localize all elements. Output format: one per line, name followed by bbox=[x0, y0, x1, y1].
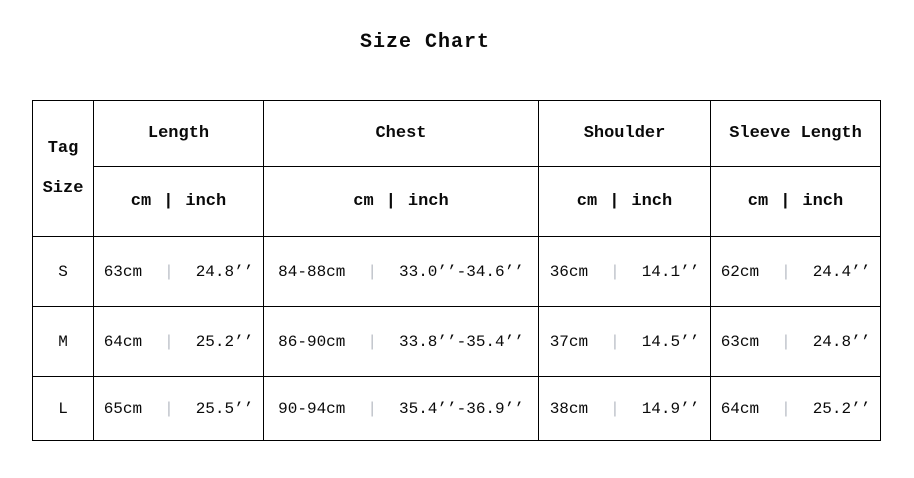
column-header-sleeve-length: Sleeve Length bbox=[711, 101, 881, 167]
cm-value: 38cm bbox=[549, 399, 589, 418]
corner-line-size: Size bbox=[42, 178, 84, 198]
table-row-size-s bbox=[33, 237, 881, 307]
pipe-separator: | bbox=[164, 332, 174, 351]
cell-shoulder bbox=[539, 237, 711, 307]
cell-length bbox=[94, 237, 264, 307]
pipe-separator: | bbox=[610, 262, 620, 281]
cm-value: 64cm bbox=[720, 399, 760, 418]
cell-length bbox=[94, 377, 264, 441]
pipe-separator: | bbox=[367, 262, 377, 281]
inch-value: 14.1’’ bbox=[641, 262, 700, 281]
pipe-separator: | bbox=[781, 262, 791, 281]
unit-cm-label: cm bbox=[576, 192, 598, 211]
inch-value: 24.8’’ bbox=[195, 262, 254, 281]
unit-header-shoulder bbox=[539, 167, 711, 237]
cm-value: 63cm bbox=[103, 262, 143, 281]
cm-value: 64cm bbox=[103, 332, 143, 351]
cell-chest bbox=[264, 307, 539, 377]
cm-value: 86-90cm bbox=[278, 332, 346, 351]
page-title: Size Chart bbox=[359, 31, 491, 54]
cm-value: 65cm bbox=[103, 399, 143, 418]
inch-value: 25.5’’ bbox=[195, 399, 254, 418]
size-label: M bbox=[33, 307, 94, 377]
cell-chest bbox=[264, 237, 539, 307]
cell-shoulder bbox=[539, 307, 711, 377]
unit-cm-label: cm bbox=[353, 192, 374, 211]
table-row-size-m bbox=[33, 307, 881, 377]
cm-value: 36cm bbox=[549, 262, 589, 281]
cell-shoulder bbox=[539, 377, 711, 441]
column-header-shoulder: Shoulder bbox=[539, 101, 711, 167]
corner-header-tag-size bbox=[33, 101, 94, 237]
column-header-length: Length bbox=[94, 101, 264, 167]
unit-header-length bbox=[94, 167, 264, 237]
unit-cm-label: cm bbox=[747, 192, 769, 211]
column-header-chest: Chest bbox=[264, 101, 539, 167]
pipe-separator: | bbox=[164, 262, 174, 281]
pipe-separator: | bbox=[164, 399, 174, 418]
table-row-size-l bbox=[33, 377, 881, 441]
pipe-separator: | bbox=[781, 332, 791, 351]
corner-line-tag: Tag bbox=[47, 138, 79, 158]
inch-value: 24.4’’ bbox=[812, 262, 871, 281]
pipe-separator: | bbox=[610, 399, 620, 418]
pipe-separator: | bbox=[367, 332, 377, 351]
unit-inch-label: inch bbox=[185, 192, 227, 211]
cm-value: 84-88cm bbox=[278, 262, 346, 281]
pipe-separator: | bbox=[385, 192, 396, 211]
cm-value: 62cm bbox=[720, 262, 760, 281]
pipe-separator: | bbox=[781, 399, 791, 418]
inch-value: 35.4’’-36.9’’ bbox=[399, 399, 524, 418]
cell-sleeve-length bbox=[711, 377, 881, 441]
size-chart-table bbox=[32, 100, 881, 441]
pipe-separator: | bbox=[367, 399, 377, 418]
cell-length bbox=[94, 307, 264, 377]
cell-chest bbox=[264, 377, 539, 441]
column-header-row bbox=[33, 101, 881, 167]
size-label: L bbox=[33, 377, 94, 441]
unit-header-chest bbox=[264, 167, 539, 237]
inch-value: 25.2’’ bbox=[812, 399, 871, 418]
unit-cm-label: cm bbox=[130, 192, 152, 211]
cm-value: 37cm bbox=[549, 332, 589, 351]
cm-value: 90-94cm bbox=[278, 399, 346, 418]
size-label: S bbox=[33, 237, 94, 307]
inch-value: 33.0’’-34.6’’ bbox=[399, 262, 524, 281]
cm-value: 63cm bbox=[720, 332, 760, 351]
unit-inch-label: inch bbox=[407, 192, 449, 211]
cell-sleeve-length bbox=[711, 237, 881, 307]
inch-value: 24.8’’ bbox=[812, 332, 871, 351]
pipe-separator: | bbox=[609, 192, 620, 211]
pipe-separator: | bbox=[780, 192, 791, 211]
inch-value: 14.5’’ bbox=[641, 332, 700, 351]
cell-sleeve-length bbox=[711, 307, 881, 377]
unit-inch-label: inch bbox=[631, 192, 673, 211]
unit-header-sleeve-length bbox=[711, 167, 881, 237]
pipe-separator: | bbox=[163, 192, 174, 211]
pipe-separator: | bbox=[610, 332, 620, 351]
inch-value: 33.8’’-35.4’’ bbox=[399, 332, 524, 351]
inch-value: 14.9’’ bbox=[641, 399, 700, 418]
inch-value: 25.2’’ bbox=[195, 332, 254, 351]
unit-header-row bbox=[33, 167, 881, 237]
unit-inch-label: inch bbox=[802, 192, 844, 211]
